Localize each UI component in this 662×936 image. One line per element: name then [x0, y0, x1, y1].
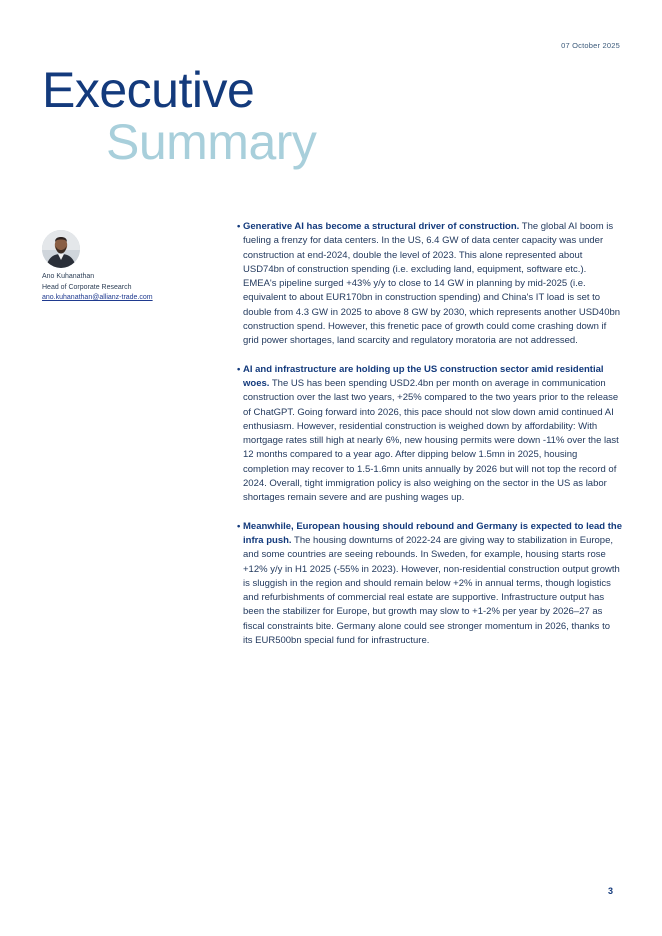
bullet-lead: Generative AI has become a structural driver of construction. [243, 221, 520, 232]
report-date: 07 October 2025 [561, 41, 620, 50]
bullet-marker: • [237, 221, 241, 232]
bullet-text: The US has been spending USD2.4bn per month on average in communication construction over the last two years, +25% compared to the two years prior to the release of ChatGPT. Going forward into 2026, this pace should not slow down amid continued AI enthusiasm. However, residential construction is weighed down by affordability: With mortgage rates still high at nearly 6%, new housing permits were down -11% over the last 12 months compared to a year ago. After dipping below 1.5mn in 2025, housing completion may recover to 1.5-1.6mn units annually by 2026 but will not top the record of 2024. Overall, tight immigration policy is also weighing on the sector in the US as labor shortages remain severe and are pushing wages up. [243, 377, 619, 504]
author-email-link[interactable]: ano.kuhanathan@allianz-trade.com [42, 294, 153, 301]
author-block [42, 272, 153, 304]
page-title-line-2: Summary [106, 114, 317, 170]
bullet-marker: • [237, 363, 241, 375]
bullet-text: The global AI boom is fueling a frenzy for data centers. In the US, 6.4 GW of data center capacity was under construction at end-2024, double the level of 2023. This alone represented about USD74bn of construction spending (i.e. excluding land, equipment, software etc.). EMEA's pipeline surged +43% y/y to close to 14 GW in planning by mid-2025 (i.e. equivalent to about EUR170bn in construction spending) and China's IT load is set to double from 4.3 GW in 2025 to above 8 GW by 2030, which represents another USD40bn construction spend. However, this frenetic pace of growth could come crashing down if grid power shortages, land scarcity and regulatory moratoria are not addressed. [243, 221, 621, 347]
bullet-lead: AI and infrastructure are holding up the US construction sector amid residential woes. [243, 363, 604, 389]
author-name: Ano Kuhanathan [42, 273, 95, 280]
bullet-text: The housing downturns of 2022-24 are giving way to stabilization in Europe, and some countries are seeing rebounds. In Sweden, for example, housing starts rose +12% y/y in H1 2025 (-55% in 2023). However, non-residential construction output growth is sluggish in the region and should remain below +2% in annual terms, though logistics and refurbishments of commercial real estate are supportive. Infrastructure output has been the stabilizer for Europe, but growth may slow to +1-2% per year by 2026–27 as fiscal constraints bite. Germany alone could see stronger momentum in 2026, thanks to its EUR500bn special fund for infrastructure. [243, 534, 620, 647]
author-role: Head of Corporate Research [42, 283, 132, 291]
author-avatar [42, 230, 80, 268]
author-photo-icon [42, 230, 80, 268]
bullet-marker: • [237, 520, 241, 532]
summary-content [237, 220, 622, 662]
summary-bullet [237, 363, 622, 506]
summary-bullet [237, 220, 622, 349]
summary-bullet [237, 520, 622, 649]
page-title-line-1: Executive [42, 62, 255, 118]
page-number: 3 [607, 886, 613, 896]
bullet-lead: Meanwhile, European housing should rebound and Germany is expected to lead the infra push. [243, 520, 623, 546]
